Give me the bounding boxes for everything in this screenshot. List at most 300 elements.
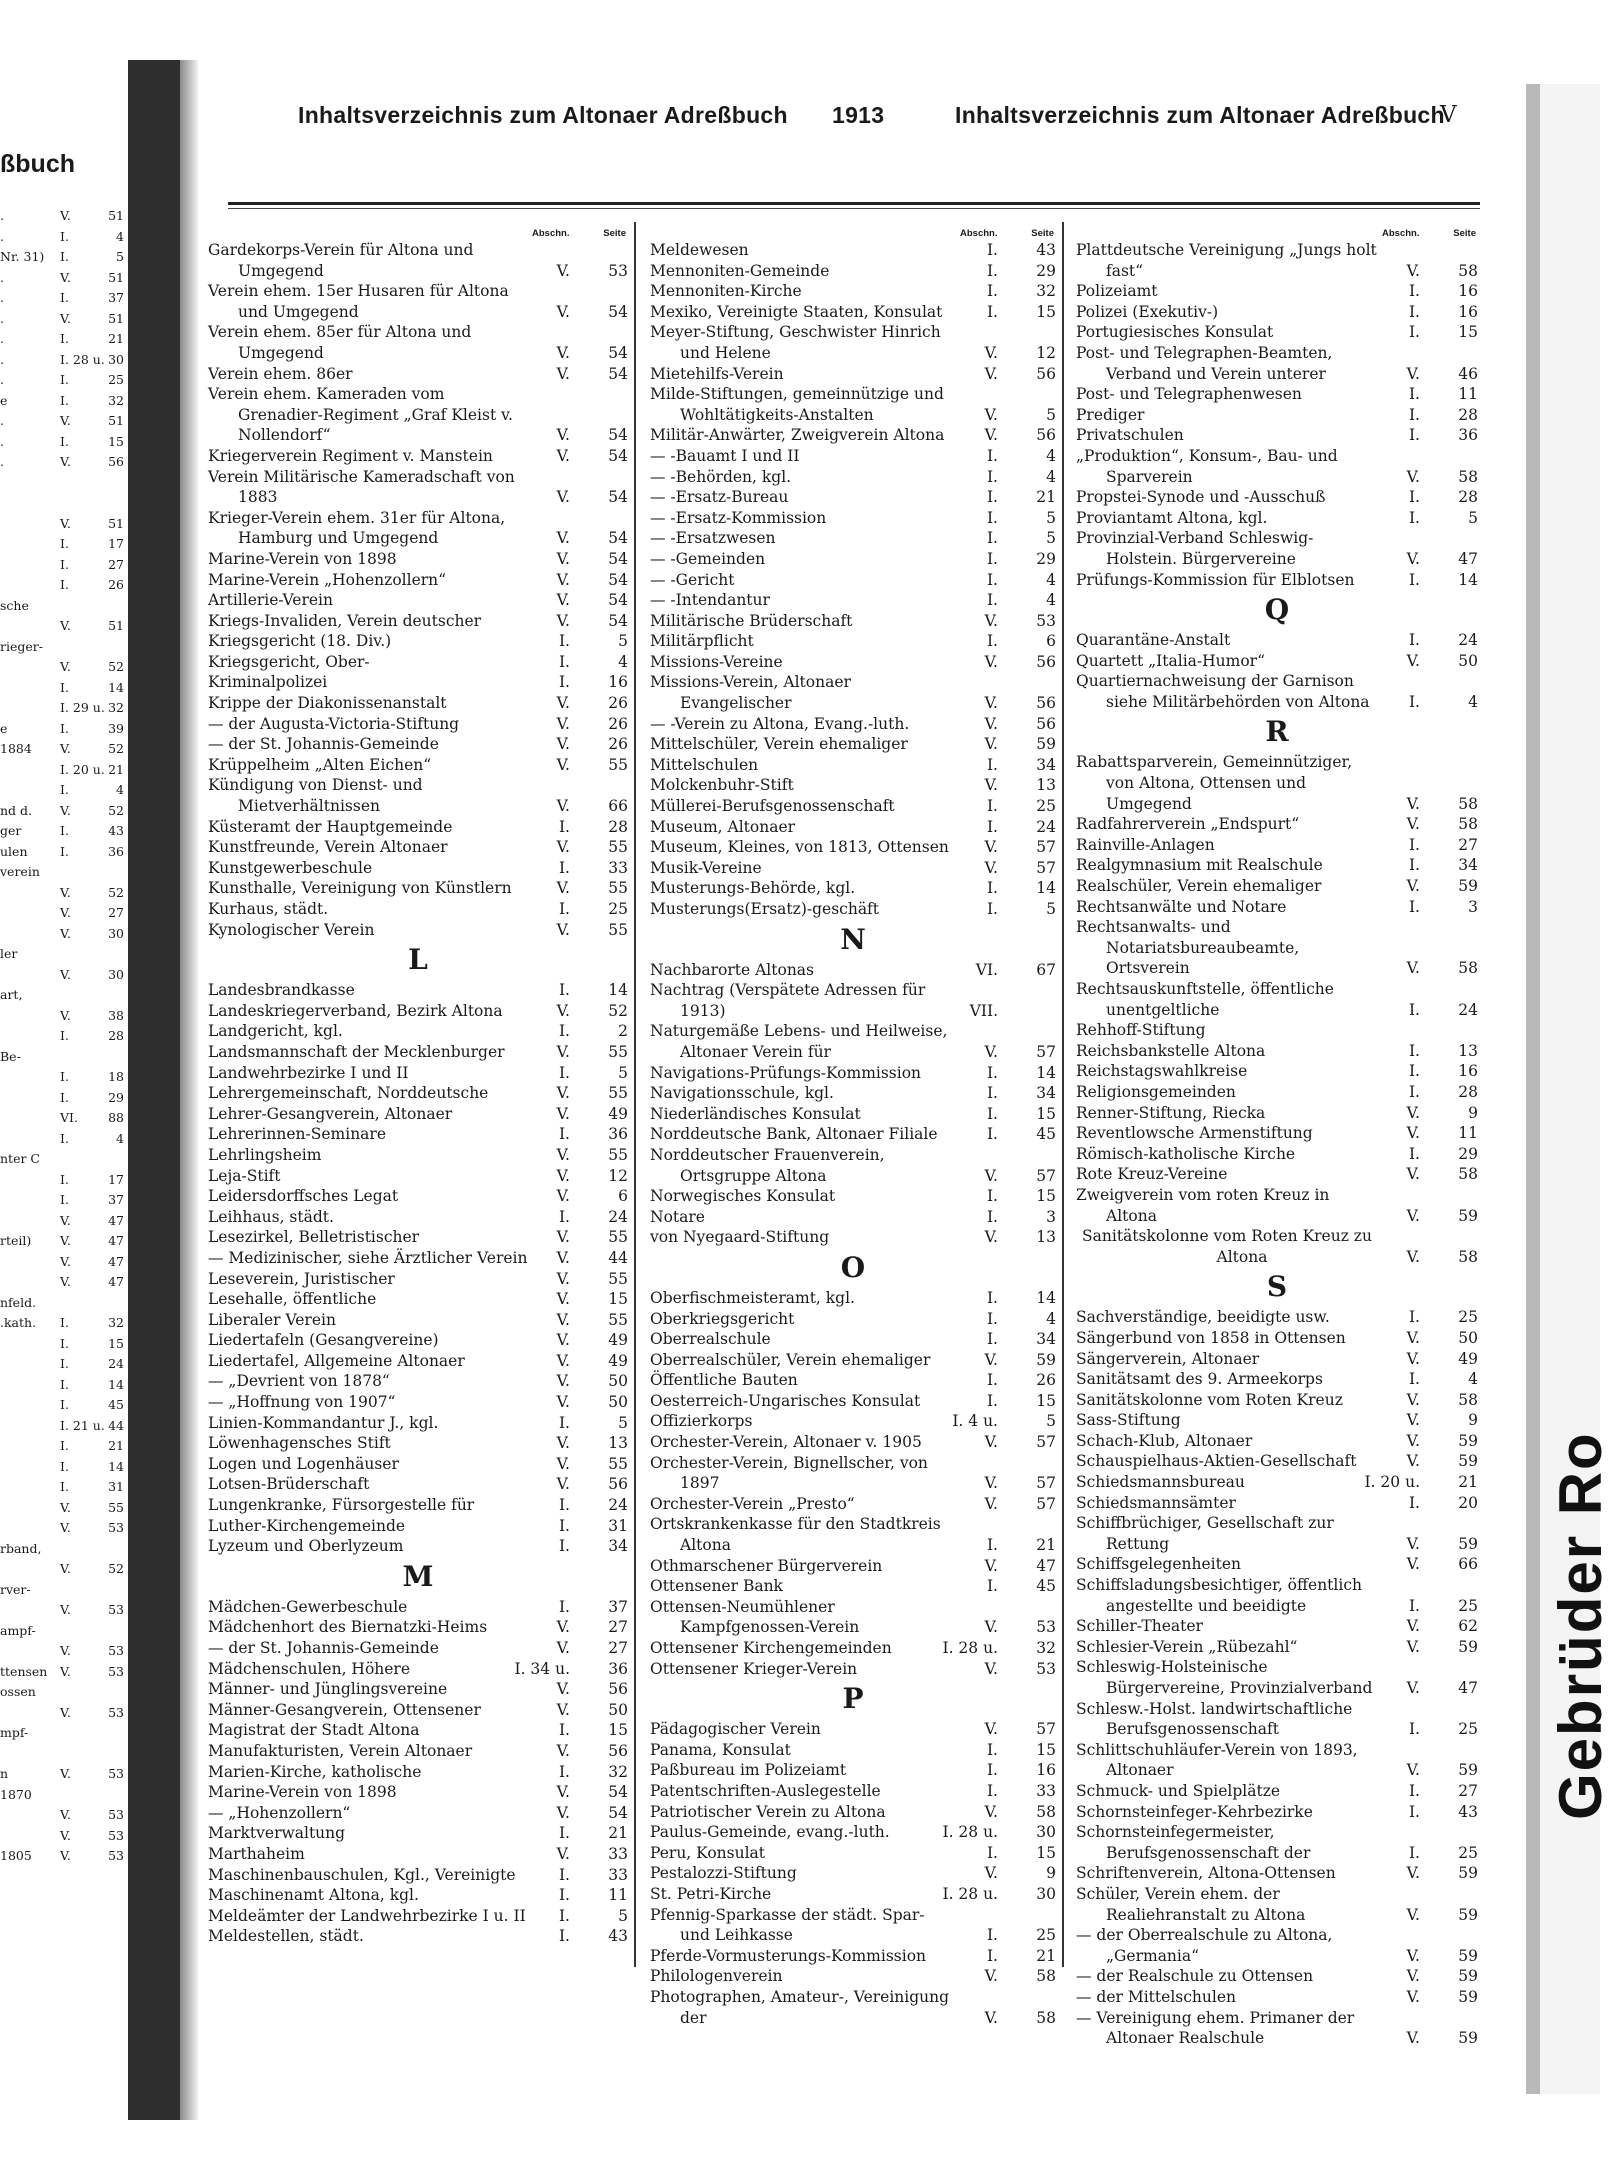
entry-text: . [0,433,4,449]
header-year: 1913 [832,102,885,128]
entry-section: V. [1406,1679,1420,1697]
entry-section: I. [986,488,998,507]
entry-page: 47 [108,1233,124,1248]
entry-text: — der Realschule zu Ottensen [1076,1967,1314,1986]
entry-section: I. [60,228,69,244]
entry-section: V. [556,797,570,816]
entry-page: 4 [1046,467,1056,486]
entry-text: — -Intendantur [650,591,770,610]
index-entry [1076,1390,1478,1411]
entry-text: Prüfungs-Kommission für Elblotsen [1076,570,1355,589]
index-entry [208,1207,628,1228]
index-entry [1076,917,1478,979]
left-page-row [0,885,128,906]
entry-page: 58 [1458,815,1478,834]
entry-page: 5 [1046,508,1056,527]
index-entry [650,734,1056,755]
entry-page: 55 [608,755,628,774]
index-entry [1076,1884,1478,1925]
entry-section: I. [1408,1370,1420,1389]
entry-text: Navigations-Prüfungs-Kommission [650,1063,922,1082]
entry-text: Nr. 31) [0,249,45,264]
entry-section: V. [60,310,71,326]
entry-section: V. [984,694,998,713]
entry-text: Schüler, Verein ehem. der Realiehranstalt zu Altona [1076,1884,1306,1924]
entry-text: Oberrealschule [650,1330,771,1349]
left-page-row [0,1315,128,1336]
entry-section: V. [1406,549,1420,568]
entry-text: e [0,392,8,408]
entry-section: V. [1406,1987,1420,2006]
entry-page: 52 [108,741,124,756]
index-entry [1076,1699,1478,1740]
entry-page: 50 [608,1700,628,1719]
entry-page: 45 [108,1397,124,1412]
entry-section: I. [558,1022,570,1041]
entry-text: Navigationsschule, kgl. [650,1084,834,1103]
entry-text: Realgymnasium mit Realschule [1076,856,1323,875]
index-entry [208,755,628,776]
section-letter: P [842,1682,864,1716]
entry-section: V. [556,694,570,713]
entry-page: 45 [1036,1577,1056,1596]
index-entry [1076,570,1478,591]
left-page-row [0,1602,128,1623]
entry-section: V. [1406,959,1420,978]
entry-page: 52 [608,1001,628,1020]
entry-section: V. [556,1475,570,1494]
entry-text: Provinzial-Verband Schleswig-Holstein. Bürgervereine [1076,529,1314,568]
entry-page: 9 [1468,1411,1478,1430]
entry-text: Schlesw.-Holst. landwirtschaftliche Berufsgenossenschaft [1076,1699,1353,1739]
entry-section: V. [1406,1165,1420,1184]
index-entry [208,1248,628,1269]
index-entry [208,1679,628,1700]
entry-text: Zweigverein vom roten Kreuz in Altona [1076,1185,1330,1225]
index-entry [650,1597,1056,1638]
entry-section: V. [1406,1431,1420,1450]
entry-page: 51 [108,310,124,326]
entry-section: I. [60,1171,69,1187]
left-page-row [0,1336,128,1357]
entry-section: I. [986,900,998,918]
entry-text: Römisch-katholische Kirche [1076,1144,1296,1163]
entry-section: V. [556,1680,570,1699]
index-entry [650,1638,1056,1659]
entry-text: — „Hoffnung von 1907“ [208,1393,396,1412]
entry-page: 57 [1036,1494,1056,1513]
entry-page: 26 [608,735,628,754]
index-entry [650,755,1056,776]
left-page-row [0,618,128,639]
entry-page: 54 [608,549,628,568]
entry-page: 53 [1036,1659,1056,1678]
index-entry [1076,1410,1478,1431]
entry-page: 59 [1458,1967,1478,1986]
entry-page: 15 [108,1335,124,1351]
index-entry [1076,1657,1478,1698]
index-entry [650,1987,1056,2028]
left-page-row [0,290,128,311]
entry-section: V. [60,1499,71,1515]
left-page-row [0,1213,128,1234]
entry-text: Privatschulen [1076,426,1184,445]
entry-text: Propstei-Synode und -Ausschuß [1076,488,1326,507]
header-right-title: Inhaltsverzeichnis zum Altonaer Adreßbuch [955,102,1445,128]
index-entry [1076,1802,1478,1823]
index-entry [1076,1164,1478,1185]
entry-section: I. [986,1926,998,1945]
index-entry [208,631,628,652]
left-page-row [0,270,128,291]
entry-section: I. [986,797,998,816]
entry-section: I. [986,817,998,836]
entry-text: Religionsgemeinden [1076,1082,1236,1101]
entry-section: I. [986,241,998,259]
section-letter: M [402,1559,434,1593]
entry-text: Meyer-Stiftung, Geschwister Hinrich und Helene [650,323,941,362]
entry-section: I. [1408,570,1420,589]
left-page-row [0,864,128,885]
index-entry [1076,671,1478,712]
entry-text: Reichstagswahlkreise [1076,1062,1248,1081]
entry-section: I. [558,1865,570,1884]
entry-page: 34 [1036,1084,1056,1103]
entry-text: Oberfischmeisteramt, kgl. [650,1288,855,1307]
entry-text: Schach-Klub, Altonaer [1076,1431,1253,1450]
entry-section: V. [984,1556,998,1575]
entry-text: Kriegs-Invaliden, Verein deutscher [208,611,482,630]
entry-page: 29 [1036,261,1056,280]
entry-page: 4 [116,228,124,244]
entry-section: V. [984,405,998,424]
index-entry [1076,508,1478,529]
entry-text: Photographen, Amateur-, Vereinigung der [650,1987,950,2027]
entry-page: 55 [608,1228,628,1247]
entry-text: Meldewesen [650,241,749,259]
index-entry [1076,1185,1478,1226]
entry-page: 66 [1458,1555,1478,1574]
left-page-row [0,557,128,578]
index-entry [1076,487,1478,508]
entry-page: 54 [608,1803,628,1822]
entry-text: Lotsen-Brüderschaft [208,1475,370,1494]
entry-text: Lehrer-Gesangverein, Altonaer [208,1104,453,1123]
entry-page: 33 [608,1865,628,1884]
index-entry [208,384,628,446]
entry-page: 13 [1458,1041,1478,1060]
entry-section: VI. [60,1110,78,1125]
entry-section: I. [986,1125,998,1144]
entry-page: 55 [608,920,628,939]
entry-text: Rainville-Anlagen [1076,835,1215,854]
entry-section: V. [984,364,998,383]
entry-text: — -Ersatzwesen [650,529,776,548]
entry-page: 5 [618,1413,628,1432]
entry-page: 59 [1458,1637,1478,1656]
entry-section: V. [556,1803,570,1822]
index-entry [208,1371,628,1392]
entry-section: I. [986,1391,998,1410]
entry-text: „Produktion“, Konsum-, Bau- und Sparverein [1076,446,1338,486]
entry-text: Logen und Logenhäuser [208,1454,399,1473]
entry-page: 27 [1458,1781,1478,1800]
entry-page: 47 [108,1212,124,1228]
index-entry [650,302,1056,323]
entry-text: e [0,720,8,736]
entry-page: 32 [108,392,124,408]
left-page-row [0,926,128,947]
entry-section: I. [986,261,998,280]
entry-section: V. [556,1741,570,1760]
entry-text: Patentschriften-Auslegestelle [650,1781,881,1800]
entry-section: V. [60,269,71,285]
entry-text: Landeskriegerverband, Bezirk Altona [208,1001,503,1020]
entry-text: Rabattsparverein, Gemeinnütziger, von Altona, Ottensen und Umgegend [1076,753,1353,813]
entry-section: I. [986,1371,998,1390]
index-entry [650,1227,1056,1248]
index-entry [208,1536,628,1557]
index-entry [208,1516,628,1537]
column-divider [634,222,636,1967]
index-entry [650,281,1056,302]
entry-page: 13 [608,1434,628,1453]
entry-section: I. [986,1288,998,1307]
left-page-rows [0,208,128,1869]
index-entry [208,1124,628,1145]
entry-section: I. [1408,1720,1420,1739]
left-page-row [0,413,128,434]
entry-section: I. [986,879,998,898]
entry-text: Mädchen-Gewerbeschule [208,1597,408,1616]
entry-page: 53 [1036,1618,1056,1637]
entry-page: 34 [1036,755,1056,774]
entry-section: I. 29 u. [60,700,105,715]
index-entry [1076,322,1478,343]
entry-text: Oberrealschüler, Verein ehemaliger [650,1350,931,1369]
left-page-row [0,1582,128,1603]
entry-text: 1884 [0,741,32,756]
entry-page: 14 [108,1458,124,1474]
entry-text: Schiffbrüchiger, Gesellschaft zur Rettung [1076,1514,1334,1553]
entry-text: Mennoniten-Gemeinde [650,261,830,280]
entry-text: Kündigung von Dienst- und Mietverhältnissen [208,776,423,816]
entry-section: I. 20 u. [1364,1473,1420,1492]
entry-section: V. [556,838,570,857]
left-page-row [0,1848,128,1869]
entry-page: 6 [1046,632,1056,651]
entry-page: 55 [608,1084,628,1103]
entry-text: Leidersdorffsches Legat [208,1187,399,1206]
entry-page: 25 [1458,1720,1478,1739]
left-page-row [0,844,128,865]
entry-section: I. [1408,302,1420,321]
entry-page: 11 [1458,385,1478,404]
entry-text: Sanitätsamt des 9. Armeekorps [1076,1370,1323,1389]
entry-section: V. [60,802,71,818]
entry-page: 14 [608,981,628,1000]
entry-section: I. 4 u. [952,1412,998,1431]
left-page-row [0,1151,128,1172]
left-page-row [0,1561,128,1582]
entry-text: — „Devrient von 1878“ [208,1372,390,1391]
page-column-label: Seite [603,228,626,239]
entry-page: 52 [108,802,124,818]
entry-text: . [0,454,4,469]
entry-section: I. 28 u. [942,1823,998,1842]
entry-page: 47 [1036,1556,1056,1575]
entry-section: V. [60,1663,71,1679]
entry-text: . [0,351,4,367]
entry-text: Schiffsladungsbesichtiger, öffentlich angestellte und beeidigte [1076,1576,1362,1615]
entry-page: 27 [1458,835,1478,854]
entry-section: I. [60,577,69,592]
entry-section: I. [986,1309,998,1328]
entry-text: Küsteramt der Hauptgemeinde [208,817,453,836]
entry-text: .kath. [0,1315,37,1330]
entry-section: I. [60,290,69,305]
entry-page: 24 [108,1356,124,1371]
column-header [1378,222,1478,242]
left-page-row [0,1008,128,1029]
index-entry [650,528,1056,549]
index-entry [650,1884,1056,1905]
entry-section: I. [60,433,69,449]
entry-text: von Nyegaard-Stiftung [650,1228,830,1247]
entry-page: 32 [108,700,124,715]
entry-page: 56 [1036,652,1056,671]
entry-page: 50 [608,1372,628,1391]
entry-section: I. [60,1438,69,1453]
index-entry [650,1370,1056,1391]
entry-text: . [0,331,4,346]
entry-section: V. [1406,1206,1420,1225]
entry-page: 56 [108,454,124,469]
entry-text: Rechtsanwälte und Notare [1076,897,1287,916]
index-entry [1076,1369,1478,1390]
entry-page: 58 [1458,467,1478,486]
entry-section: I. [986,632,998,651]
section-column-label: Abschn. [960,228,998,239]
entry-text: . [0,290,4,305]
entry-text: Schlittschuhläufer-Verein von 1893, Altonaer [1076,1740,1358,1780]
entry-text: Schiffsgelegenheiten [1076,1555,1242,1574]
entry-page: 4 [116,1130,124,1146]
entry-section: V. [556,1454,570,1473]
index-entry [208,446,628,467]
entry-section: I. [60,1335,69,1351]
entry-page: 49 [608,1351,628,1370]
entry-page: 57 [1036,858,1056,877]
left-page-row [0,1356,128,1377]
entry-text: Mittelschüler, Verein ehemaliger [650,735,908,754]
entry-text: Musterungs-Behörde, kgl. [650,879,856,898]
entry-text: — der Augusta-Victoria-Stiftung [208,714,460,733]
entry-page: 36 [608,1125,628,1144]
entry-section: I. [986,570,998,589]
entry-section: I. [1408,897,1420,916]
index-entry [208,1001,628,1022]
entry-section: V. [60,884,71,900]
entry-text: ger [0,823,22,838]
left-page-row [0,1643,128,1664]
index-entry [208,611,628,632]
entry-page: 58 [1036,1802,1056,1821]
entry-text: Marine-Verein von 1898 [208,1783,397,1802]
entry-section: V. [556,1393,570,1412]
entry-section: I. [986,1781,998,1800]
entry-section: V. [984,611,998,630]
entry-section: V. [1406,1967,1420,1986]
entry-section: I. [558,1927,570,1946]
entry-section: V. [1406,1534,1420,1553]
entry-text: Paulus-Gemeinde, evang.-luth. [650,1823,890,1842]
left-page-row [0,1233,128,1254]
entry-page: 2 [618,1022,628,1041]
section-letter: S [1266,1270,1288,1304]
entry-page: 4 [618,652,628,671]
entry-text: Portugiesisches Konsulat [1076,323,1274,342]
entry-page: 53 [108,1520,124,1535]
entry-section: V. [556,1639,570,1657]
entry-page: 66 [608,797,628,816]
left-page-row [0,946,128,967]
entry-text: Öffentliche Bauten [650,1371,798,1390]
entry-page: 56 [1036,714,1056,733]
entry-page: 53 [608,261,628,280]
index-entry [1076,814,1478,835]
entry-text: nter C [0,1151,40,1166]
entry-text: Realschüler, Verein ehemaliger [1076,877,1322,896]
index-entry [208,920,628,941]
entry-section: I. 28 u. [60,351,105,367]
entry-section: V. [556,735,570,754]
entry-page: 16 [1458,1062,1478,1081]
entry-page: 24 [1458,631,1478,650]
left-page-row [0,1479,128,1500]
index-entry [650,1104,1056,1125]
entry-page: 58 [1036,2008,1056,2027]
index-entry [1076,1061,1478,1082]
page-column-label: Seite [1031,228,1054,239]
left-page-row [0,721,128,742]
entry-page: 54 [608,302,628,321]
index-entry [208,1844,628,1865]
entry-page: 59 [1458,1206,1478,1225]
entry-section: V. [556,1290,570,1309]
index-entry [1076,630,1478,651]
entry-text: — der Oberrealschule zu Altona, „Germania“ [1076,1926,1333,1965]
entry-page: 53 [108,1827,124,1843]
entry-section: V. [556,1228,570,1247]
entry-text: . [0,208,4,223]
entry-section: V. [984,426,998,445]
index-entry [1076,855,1478,876]
entry-section: V. [984,1166,998,1185]
entry-text: Liedertafel, Allgemeine Altonaer [208,1351,465,1370]
index-entry [208,858,628,879]
left-page-row [0,1664,128,1685]
entry-section: V. [556,1434,570,1453]
entry-section: V. [984,2008,998,2027]
entry-section: V. [60,741,71,756]
entry-page: 59 [1458,1761,1478,1780]
entry-section: V. [1406,1946,1420,1965]
entry-page: 56 [1036,694,1056,713]
entry-page: 14 [1036,1063,1056,1082]
entry-page: 21 [108,1438,124,1453]
entry-page: 37 [608,1597,628,1616]
